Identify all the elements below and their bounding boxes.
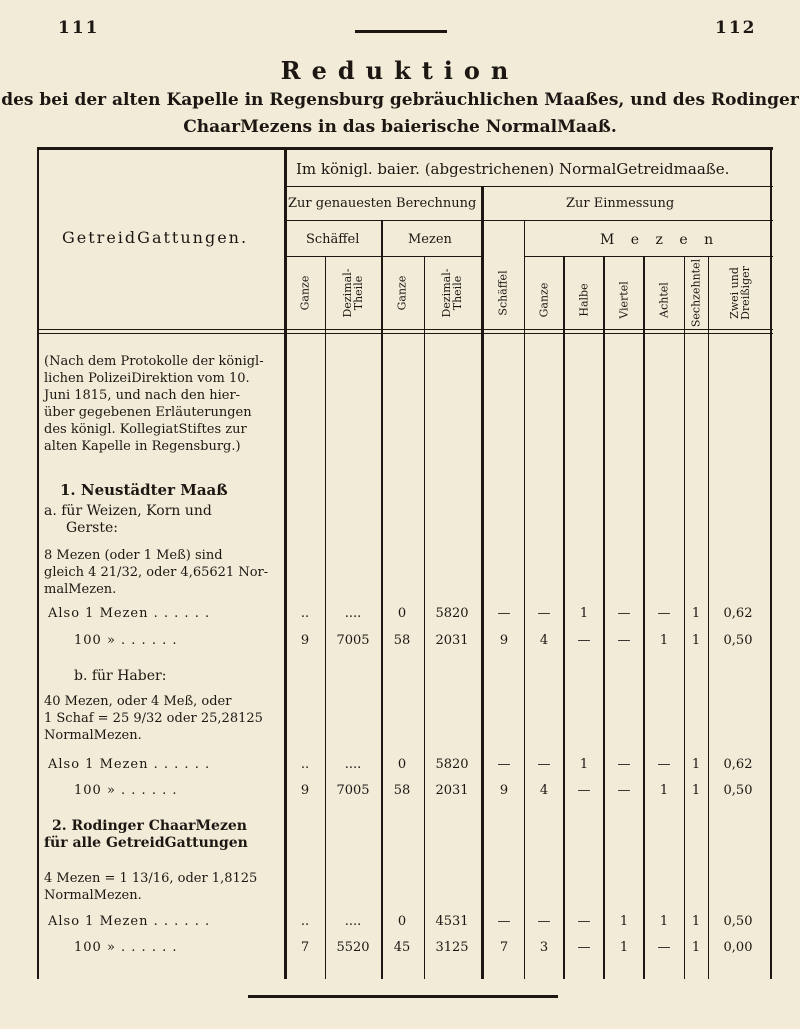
col-header-kind: GetreidGattungen.	[62, 228, 249, 247]
row-label: Also 1 Mezen . . . . . .	[48, 914, 211, 929]
group-header-measure: Zur Einmessung	[566, 196, 675, 211]
table-cell: 4531	[435, 914, 469, 929]
col-header-ganze: Ganze	[537, 282, 551, 318]
col-header-dezimal: Dezimal-Theile	[440, 268, 464, 318]
table-cell: ..	[300, 606, 310, 621]
col-header-dezimal: Dezimal-Theile	[341, 268, 365, 318]
table-cell: 5520	[336, 940, 370, 955]
table-cell: —	[577, 783, 591, 798]
table-cell: 1	[691, 606, 701, 621]
table-cell: 58	[393, 783, 411, 798]
table-cell: —	[617, 757, 631, 772]
header-rule	[355, 30, 447, 33]
table-cell: —	[577, 914, 591, 929]
col-header-viertel: Viertel	[617, 281, 631, 319]
col-divider	[481, 186, 484, 979]
intro-line: des königl. KollegiatStiftes zur	[44, 422, 247, 437]
table-cell: ....	[344, 606, 362, 621]
table-cell: 3125	[435, 940, 469, 955]
table-top-rule	[37, 147, 773, 150]
table-cell: 1	[659, 914, 669, 929]
table-cell: 0,62	[723, 606, 753, 621]
table-cell: —	[537, 914, 551, 929]
table-cell: —	[617, 783, 631, 798]
table-cell: 7	[499, 940, 509, 955]
table-cell: ..	[300, 914, 310, 929]
section-1a-title: a. für Weizen, Korn und Gerste:	[44, 503, 212, 536]
intro-line: (Nach dem Protokolle der königl-	[44, 354, 264, 369]
col-header-ganze: Ganze	[298, 275, 312, 311]
section-1b-note: 40 Mezen, oder 4 Meß, oder 1 Schaf = 25 9/32 oder 25,28125 NormalMezen.	[44, 694, 263, 743]
col-divider	[524, 220, 525, 979]
section-1a-note: 8 Mezen (oder 1 Meß) sind gleich 4 21/32, oder 4,65621 Nor- malMezen.	[44, 548, 269, 597]
table-cell: —	[657, 940, 671, 955]
table-cell: 5820	[435, 757, 469, 772]
col-header-achtel: Achtel	[657, 282, 671, 318]
table-cell: 7	[300, 940, 310, 955]
table-cell: 1	[619, 914, 629, 929]
table-cell: 1	[579, 606, 589, 621]
section-1b-title: b. für Haber:	[74, 668, 167, 684]
table-cell: —	[617, 633, 631, 648]
table-cell: 3	[539, 940, 549, 955]
rule-under-exact-sub	[285, 256, 483, 257]
table-cell: —	[497, 606, 511, 621]
col-header-zweiunddreissiger: Zwei und Dreißiger	[728, 266, 752, 320]
table-cell: 0,50	[723, 914, 753, 929]
row-label: 100 » . . . . . .	[74, 940, 178, 955]
table-cell: 0	[397, 757, 407, 772]
table-cell: 45	[393, 940, 411, 955]
col-header-halbe: Halbe	[577, 283, 591, 317]
top-header: Im königl. baier. (abgestrichenen) NormalGetreidmaaße.	[296, 160, 730, 178]
table-cell: 7005	[336, 633, 370, 648]
sub-header-mezen: Mezen	[408, 232, 452, 247]
table-left-border	[37, 147, 39, 979]
table-cell: 1	[691, 914, 701, 929]
table-cell: 1	[691, 757, 701, 772]
table-cell: 9	[499, 783, 509, 798]
table-cell: —	[617, 606, 631, 621]
table-cell: 9	[499, 633, 509, 648]
table-cell: —	[497, 914, 511, 929]
title-line-2: ChaarMezens in das baierische NormalMaaß.	[183, 117, 617, 137]
sub-header-schaeffel: Schäffel	[306, 232, 360, 247]
section-2-title: 2. Rodinger ChaarMezen für alle GetreidGattungen	[44, 818, 248, 851]
table-cell: 2031	[435, 633, 469, 648]
table-cell: 1	[691, 783, 701, 798]
page-title: Reduktion	[280, 56, 520, 85]
table-cell: 0	[397, 914, 407, 929]
table-cell: ....	[344, 914, 362, 929]
row-label: Also 1 Mezen . . . . . .	[48, 606, 211, 621]
intro-line: lichen PolizeiDirektion vom 10.	[44, 371, 250, 386]
table-cell: —	[497, 757, 511, 772]
table-cell: 1	[691, 940, 701, 955]
col-header-schaeffel: Schäffel	[496, 270, 510, 316]
col-header-sechzehntel: Sechzehntel	[689, 258, 703, 328]
table-cell: 1	[659, 783, 669, 798]
table-cell: —	[577, 633, 591, 648]
table-cell: 0,50	[723, 633, 753, 648]
table-cell: 0,00	[723, 940, 753, 955]
header-bottom-rule-2	[37, 333, 773, 334]
table-cell: 4	[539, 783, 549, 798]
section-2-note: 4 Mezen = 1 13/16, oder 1,8125 NormalMezen.	[44, 871, 258, 903]
table-cell: —	[657, 606, 671, 621]
group-header-exact: Zur genauesten Berechnung	[288, 196, 477, 211]
table-cell: 1	[579, 757, 589, 772]
table-cell: 1	[619, 940, 629, 955]
intro-line: Juni 1815, und nach den hier-	[44, 388, 241, 403]
table-cell: —	[657, 757, 671, 772]
header-bottom-rule	[37, 329, 773, 330]
section-1-title: 1. Neustädter Maaß	[60, 481, 228, 499]
table-cell: —	[537, 757, 551, 772]
table-cell: 1	[691, 633, 701, 648]
page-number-left: 111	[58, 18, 100, 38]
table-cell: 58	[393, 633, 411, 648]
rule-under-top-header	[285, 186, 773, 187]
row-label: 100 » . . . . . .	[74, 633, 178, 648]
footer-rule	[248, 995, 558, 998]
table-cell: 7005	[336, 783, 370, 798]
intro-note	[44, 353, 288, 455]
rule-under-group-header	[285, 220, 773, 221]
title-line-1: des bei der alten Kapelle in Regensburg gebräuchlichen Maaßes, und des Rodinger	[1, 90, 799, 110]
table-cell: 0,62	[723, 757, 753, 772]
table-cell: 2031	[435, 783, 469, 798]
table-cell: 5820	[435, 606, 469, 621]
table-cell: ..	[300, 757, 310, 772]
table-right-border	[770, 147, 772, 979]
intro-line: über gegebenen Erläuterungen	[44, 405, 252, 420]
table-cell: 9	[300, 633, 310, 648]
table-cell: —	[537, 606, 551, 621]
table-cell: 4	[539, 633, 549, 648]
table-cell: 1	[659, 633, 669, 648]
table-cell: ....	[344, 757, 362, 772]
col-divider	[381, 220, 383, 979]
table-cell: —	[577, 940, 591, 955]
sub-header-mezen-measure: M e z e n	[600, 232, 720, 248]
table-cell: 0	[397, 606, 407, 621]
page-number-right: 112	[715, 18, 757, 38]
table-cell: 0,50	[723, 783, 753, 798]
row-label: Also 1 Mezen . . . . . .	[48, 757, 211, 772]
table-cell: 9	[300, 783, 310, 798]
intro-line: alten Kapelle in Regensburg.)	[44, 439, 241, 454]
row-label: 100 » . . . . . .	[74, 783, 178, 798]
col-header-ganze: Ganze	[395, 275, 409, 311]
